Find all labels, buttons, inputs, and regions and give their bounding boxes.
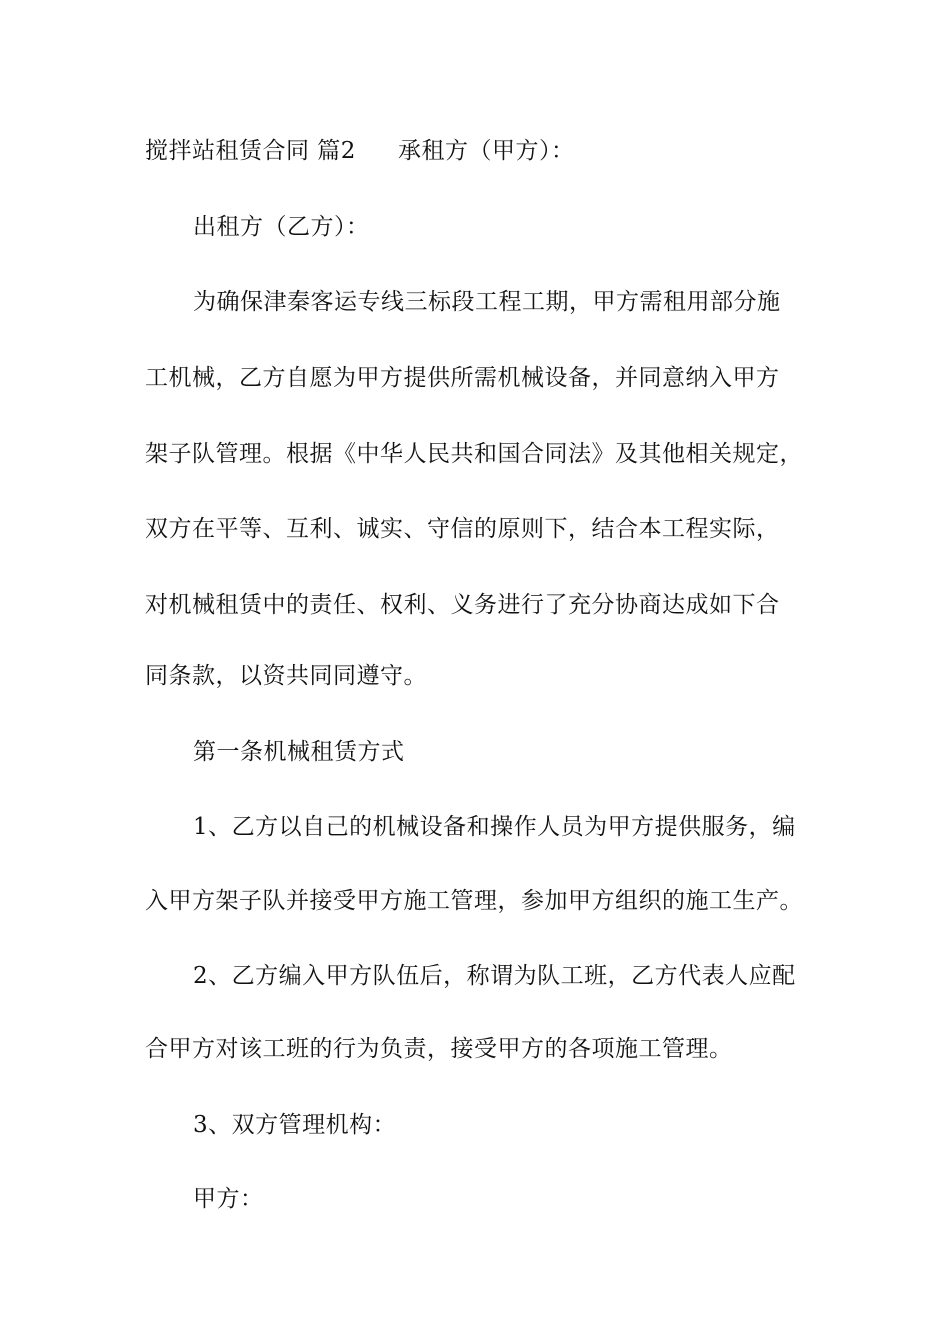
paragraph-line: 合甲方对该工班的行为负责，接受甲方的各项施工管理。 bbox=[145, 1036, 733, 1062]
contract-heading: 搅拌站租赁合同 篇2 bbox=[145, 138, 356, 164]
paragraph-line: 对机械租赁中的责任、权利、义务进行了充分协商达成如下合 bbox=[145, 592, 780, 618]
paragraph-line: 架子队管理。根据《中华人民共和国合同法》及其他相关规定， bbox=[145, 441, 803, 467]
paragraph-line: 双方在平等、互利、诚实、守信的原则下，结合本工程实际， bbox=[145, 516, 780, 542]
paragraph-line: 工机械，乙方自愿为甲方提供所需机械设备，并同意纳入甲方 bbox=[145, 365, 780, 391]
paragraph-line: 入甲方架子队并接受甲方施工管理，参加甲方组织的施工生产。 bbox=[145, 888, 803, 914]
paragraph-line: 2、乙方编入甲方队伍后，称谓为队工班，乙方代表人应配 bbox=[193, 963, 796, 989]
paragraph-line: 3、双方管理机构： bbox=[193, 1112, 397, 1138]
title-line bbox=[145, 136, 574, 166]
section-heading: 第一条机械租赁方式 bbox=[193, 739, 405, 765]
lessor-label: 出租方（乙方）： bbox=[193, 214, 370, 240]
paragraph-line: 1、乙方以自己的机械设备和操作人员为甲方提供服务，编 bbox=[193, 814, 796, 840]
paragraph-line: 同条款，以资共同同遵守。 bbox=[145, 663, 427, 689]
paragraph-line: 为确保津秦客运专线三标段工程工期，甲方需租用部分施 bbox=[193, 289, 781, 315]
lessee-label: 承租方（甲方）： bbox=[397, 138, 575, 164]
party-a-label: 甲方： bbox=[193, 1186, 264, 1212]
